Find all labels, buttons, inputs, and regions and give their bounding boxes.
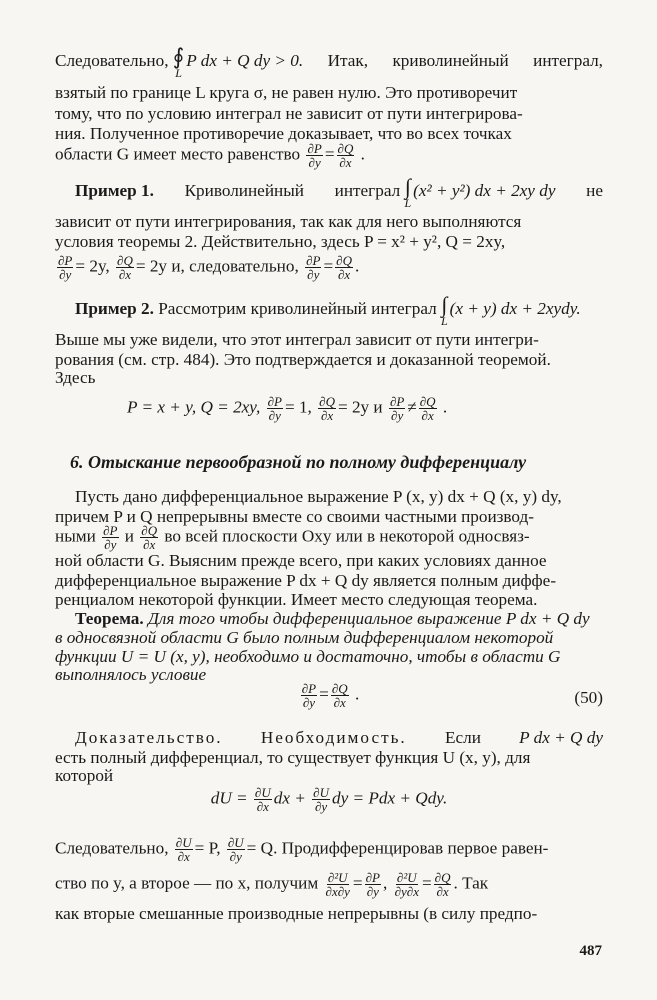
section-heading: 6. Отыскание первообразной по полному дифференциалу	[70, 452, 527, 472]
text-line: дифференциальное выражение P dx + Q dy является полным диффе-	[55, 571, 557, 590]
integral-sign: ∫ L	[440, 292, 448, 328]
text-line: взятый по границе L круга σ, не равен нулю. Это противоречит	[55, 83, 518, 102]
example-2-line: Пример 2. Рассмотрим криволинейный интеграл ∫ L (x + y) dx + 2xydy.	[75, 292, 581, 328]
text-line: есть полный дифференциал, то существует функция U (x, y), для	[55, 748, 531, 767]
fraction: $\frac{\partial P}{\partial y}$	[307, 141, 322, 170]
fraction: $\frac{\partial P}{\partial y}$	[267, 394, 282, 423]
text-line: как вторые смешанные производные непрерывны (в силу предпо-	[55, 904, 538, 923]
equation: dU = $\frac{\partial U}{\partial x}$ dx + $\frac{\partial U}{\partial y}$ dy = Pdx + Qdy.	[210, 785, 448, 814]
text-line: области G имеет место равенство $\frac{\partial P}{\partial y}$ = $\frac{\partial Q}{\partial x}$ .	[55, 141, 365, 170]
text-line: ство по y, а второе — по x, получим $\frac{\text{∂²U}}{\partial x\partial y}$ = $\frac{\partial P}{\partial y}$ , $\frac{\text{∂²U}}{\partial y\partial x}$ = $\frac{\partial Q}{\partial x}$ . Так	[55, 870, 489, 899]
fraction: $\frac{\partial P}{\partial y}$	[365, 870, 380, 899]
text-line: тому, что по условию интеграл не зависит от пути интегрирова-	[55, 104, 523, 123]
equation: P = x + y, Q = 2xy, $\frac{\partial P}{\partial y}$ = 1, $\frac{\partial Q}{\partial x}$ = 2y и $\frac{\partial P}{\partial y}$ ≠ $\frac{\partial Q}{\partial x}$ .	[127, 394, 448, 423]
fraction: $\frac{\partial Q}{\partial x}$	[141, 523, 158, 552]
fraction: $\frac{\partial U}{\partial y}$	[227, 835, 244, 864]
fraction: $\frac{\partial P}{\partial y}$	[389, 394, 405, 423]
theorem-label: Теорема.	[75, 609, 144, 628]
contour-integral-sign: ∮ L	[172, 44, 185, 80]
text-line: ния. Полученное противоречие доказывает, что во всех точках	[55, 124, 512, 143]
text-line: ной области G. Выясним прежде всего, при каких условиях данное	[55, 551, 547, 570]
equation-50: $\frac{\partial P}{\partial y}$ = $\frac{\partial Q}{\partial x}$ . (50)	[301, 681, 603, 710]
fraction: $\frac{\partial Q}{\partial x}$	[117, 253, 133, 282]
text-line: Здесь	[55, 368, 96, 387]
theorem-line: в односвязной области G было полным дифференциалом некоторой	[55, 628, 554, 647]
text-line: Пусть дано дифференциальное выражение P (x, y) dx + Q (x, y) dy,	[75, 487, 562, 506]
fraction: $\frac{\text{∂²U}}{\partial x\partial y}$	[325, 870, 350, 899]
text-line: условия теоремы 2. Действительно, здесь P = x² + y², Q = 2xy,	[55, 232, 506, 251]
integral-sign: ∫ L	[404, 174, 412, 210]
fraction: $\frac{\partial Q}{\partial x}$	[337, 141, 354, 170]
text-line: зависит от пути интегрирования, так как для него выполняются	[55, 212, 522, 231]
equation-number: (50)	[574, 688, 603, 707]
fraction: $\frac{\partial Q}{\partial x}$	[434, 870, 451, 899]
fraction: $\frac{\partial U}{\partial y}$	[313, 785, 329, 814]
fraction: $\frac{\partial Q}{\partial x}$	[419, 394, 436, 423]
fraction: $\frac{\text{∂²U}}{\partial y\partial x}$	[394, 870, 419, 899]
text-line: которой	[55, 766, 114, 785]
fraction: $\frac{\partial Q}{\partial x}$	[319, 394, 335, 423]
theorem-line: функции U = U (x, y), необходимо и достаточно, чтобы в области G	[55, 647, 561, 666]
text-line: причем P и Q непрерывны вместе со своими частными производ-	[55, 507, 534, 526]
fraction: $\frac{\partial P}{\partial y}$	[103, 523, 118, 552]
fraction: $\frac{\partial P}{\partial y}$	[58, 253, 73, 282]
fraction: $\frac{\partial Q}{\partial x}$	[336, 253, 352, 282]
example-1-line: Пример 1. Криволинейный интеграл ∫ L (x² + y²) dx + 2xy dy не	[75, 174, 603, 210]
text-line: Следовательно, $\frac{\partial U}{\partial x}$ = P, $\frac{\partial U}{\partial y}$ = Q. Продифференцировав первое равен-	[55, 835, 549, 864]
text-line: рования (см. стр. 484). Это подтверждается и доказанной теоремой.	[55, 350, 551, 369]
text-line: ными $\frac{\partial P}{\partial y}$ и $\frac{\partial Q}{\partial x}$ во всей плоскости Oxy или в некоторой односвяз-	[55, 523, 530, 552]
fraction: $\frac{\partial P}{\partial y}$	[306, 253, 321, 282]
proof-line: Доказательство. Необходимость. Если P dx + Q dy	[75, 728, 603, 747]
fraction: $\frac{\partial U}{\partial x}$	[254, 785, 271, 814]
fraction: $\frac{\partial U}{\partial x}$	[175, 835, 192, 864]
text-line: $\frac{\partial P}{\partial y}$ = 2y, $\frac{\partial Q}{\partial x}$ = 2y и, следовательно, $\frac{\partial P}{\partial y}$ = $\frac{\partial Q}{\partial x}$ .	[58, 253, 360, 282]
fraction: $\frac{\partial Q}{\partial x}$	[331, 681, 348, 710]
theorem-line: выполнялось условие	[55, 665, 207, 684]
text-line: Выше мы уже видели, что этот интеграл зависит от пути интегри-	[55, 330, 539, 349]
fraction: $\frac{\partial P}{\partial y}$	[301, 681, 317, 710]
text-line: ренциалом некоторой функции. Имеет место следующая теорема.	[55, 590, 538, 609]
page-number: 487	[579, 943, 602, 959]
text-line: Следовательно, ∮ L P dx + Q dy > 0. Итак, криволинейный интеграл,	[55, 44, 603, 80]
theorem-line: Теорема. Для того чтобы дифференциальное выражение P dx + Q dy	[75, 609, 590, 628]
